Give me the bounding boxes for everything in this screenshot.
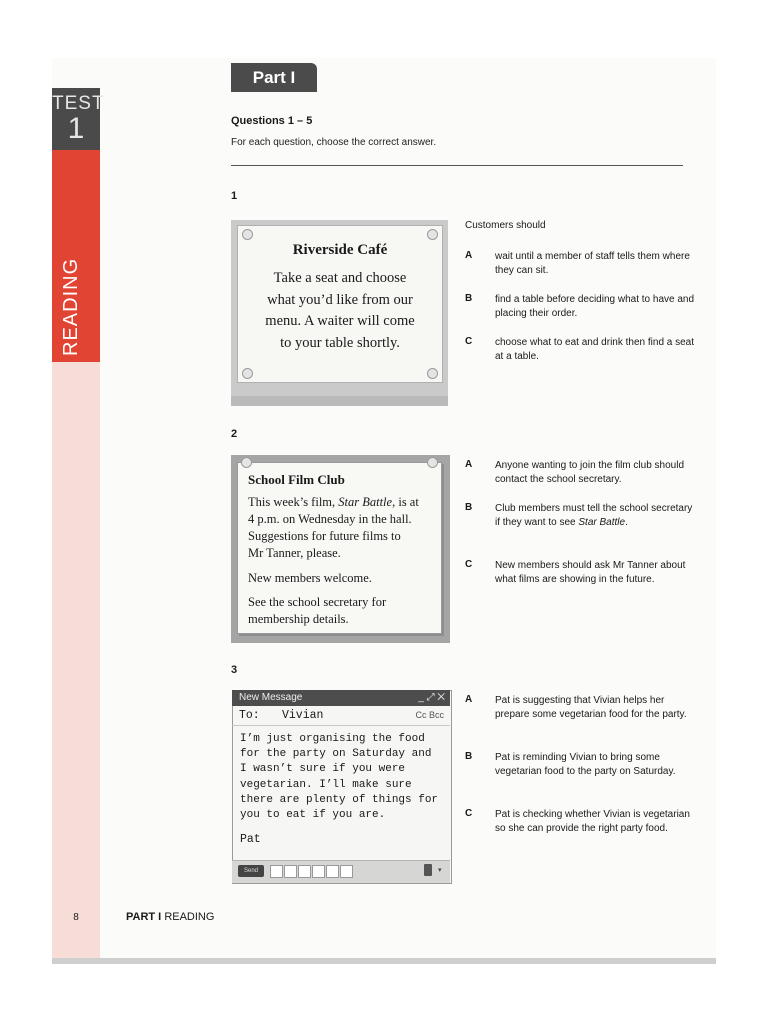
footer-section-name: READING [164, 911, 215, 923]
footer-part: PART I [126, 911, 162, 923]
spine-test-label: TEST [52, 93, 105, 114]
page-bottom-edge [52, 958, 716, 964]
option-text: Pat is checking whether Vivian is vegetarian so she can provide the right party food. [495, 809, 690, 834]
notice-line: Take a seat and choose [273, 270, 407, 286]
chevron-down-icon[interactable]: ▾ [438, 867, 442, 874]
option-text: New members should ask Mr Tanner about what films are showing in the future. [495, 560, 686, 585]
notice-line: This week’s film, Star Battle, is at [248, 495, 419, 509]
option-letter: C [465, 336, 473, 347]
question-1-stem: Customers should [465, 220, 546, 231]
format-icon[interactable] [340, 865, 353, 878]
question-number: 3 [231, 664, 238, 676]
spine-section-label: READING [60, 257, 82, 356]
question-number: 2 [231, 428, 238, 440]
to-value[interactable]: Vivian [282, 709, 324, 722]
option-text: Anyone wanting to join the film club should contact the school secretary. [495, 460, 685, 485]
trash-icon[interactable] [424, 864, 432, 876]
notice-line: See the school secretary for [248, 595, 387, 609]
notice-line: to your table shortly. [280, 334, 400, 351]
notice-1-table-edge [231, 396, 448, 406]
format-icon[interactable] [298, 865, 311, 878]
format-icon[interactable] [326, 865, 339, 878]
window-controls-icon[interactable]: _ ⤢ ✕ [418, 692, 445, 703]
format-icon[interactable] [312, 865, 325, 878]
option-text: choose what to eat and drink then find a seat at a table. [495, 337, 695, 362]
email-body[interactable]: I’m just organising the food for the party on Saturday and I wasn’t sure if you were vegetarian. I’ll make sure there are plenty of things for you to eat if you are. [240, 733, 439, 822]
notice-line: menu. A waiter will come [265, 313, 415, 329]
option-letter: B [465, 293, 473, 304]
page-number: 8 [73, 912, 79, 923]
notice-line: Mr Tanner, please. [248, 546, 341, 560]
email-signature: Pat [240, 833, 261, 846]
option-letter: A [465, 459, 473, 470]
pin-icon [427, 368, 438, 379]
option-text: Club members must tell the school secretary if they want to see Star Battle. [495, 503, 693, 528]
email-title-bar [232, 690, 450, 706]
notice-line: what you’d like from our [267, 291, 413, 308]
notice-line: New members welcome. [248, 571, 372, 585]
notice-1-body [244, 268, 436, 354]
format-icon[interactable] [270, 865, 283, 878]
pin-icon [427, 457, 438, 468]
option-letter: C [465, 808, 473, 819]
notice-2-title: School Film Club [248, 472, 345, 487]
instruction-text: For each question, choose the correct answer. [231, 137, 437, 148]
header-divider [231, 165, 683, 166]
option-letter: B [465, 751, 473, 762]
notice-line: membership details. [248, 612, 349, 626]
format-icon[interactable] [284, 865, 297, 878]
notice-line: 4 p.m. on Wednesday in the hall. [248, 512, 412, 526]
send-button[interactable]: Send [238, 865, 264, 877]
option-letter: B [465, 502, 473, 513]
pin-icon [242, 229, 253, 240]
pin-icon [241, 457, 252, 468]
notice-1-title: Riverside Café [292, 242, 388, 258]
spine-margin [52, 362, 100, 958]
question-number: 1 [231, 190, 238, 202]
part-tab: Part I [231, 63, 317, 92]
option-letter: C [465, 559, 473, 570]
notice-line: Suggestions for future films to [248, 529, 401, 543]
email-to-row [232, 706, 450, 726]
spine-test-number: 1 [67, 112, 85, 145]
option-text: Pat is reminding Vivian to bring some vegetarian food to the party on Saturday. [495, 752, 676, 777]
email-window-title: New Message [239, 692, 303, 703]
option-text: find a table before deciding what to have and placing their order. [495, 294, 695, 319]
option-letter: A [465, 250, 473, 261]
pin-icon [427, 229, 438, 240]
footer-section [126, 911, 214, 923]
option-text: Pat is suggesting that Vivian helps her prepare some vegetarian food for the party. [495, 695, 687, 720]
to-label: To: [239, 709, 260, 722]
questions-heading: Questions 1 – 5 [231, 115, 313, 127]
pin-icon [242, 368, 253, 379]
option-text: wait until a member of staff tells them where they can sit. [495, 251, 690, 276]
cc-bcc-links[interactable]: Cc Bcc [415, 710, 444, 720]
option-letter: A [465, 694, 473, 705]
